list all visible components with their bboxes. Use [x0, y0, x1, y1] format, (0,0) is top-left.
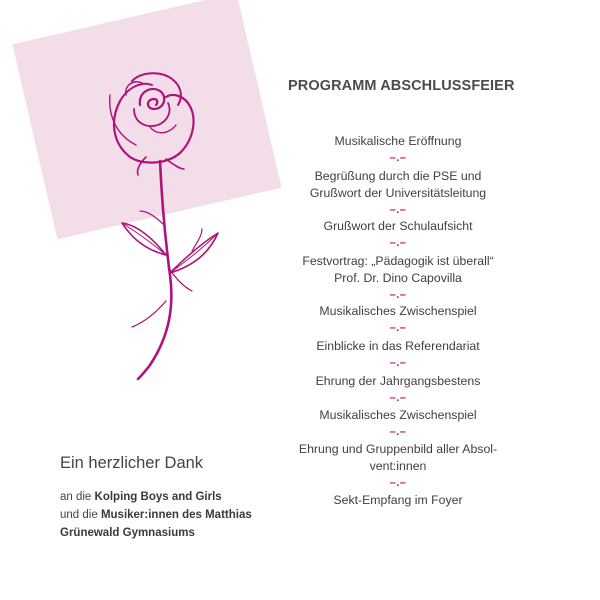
program-item-line: Festvortrag: „Pädagogik ist überall“ — [302, 254, 494, 268]
thanks-line-2: und die Musiker:innen des Matthias — [60, 509, 252, 521]
program-separator: –.– — [389, 322, 407, 334]
program-separator: –.– — [389, 204, 407, 216]
program-item — [292, 373, 504, 390]
program-item-line: vent:innen — [369, 459, 427, 473]
thanks-name-kolping: Kolping Boys and Girls — [94, 491, 222, 503]
program-item-line: Musikalisches Zwischenspiel — [319, 408, 477, 422]
program-item — [292, 338, 504, 355]
program-separator: –.– — [389, 426, 407, 438]
program-item — [292, 441, 504, 475]
thanks-line-3 — [60, 524, 290, 542]
thanks-line-1: an die Kolping Boys and Girls — [60, 491, 222, 503]
program-separator: –.– — [389, 477, 407, 489]
program-item — [292, 218, 504, 235]
program-separator: –.– — [389, 392, 407, 404]
program-item-line: Ehrung der Jahrgangsbestens — [315, 374, 481, 388]
program-item-line: Ehrung und Gruppenbild aller Absol- — [298, 442, 498, 456]
program-item-line: Begrüßung durch die PSE und — [314, 169, 482, 183]
program-item — [292, 492, 504, 509]
program-item-line: Musikalische Eröffnung — [334, 134, 462, 148]
program-item-line: Sekt-Empfang im Foyer — [333, 493, 463, 507]
program-item — [292, 133, 504, 150]
program-item-line: Prof. Dr. Dino Capovilla — [334, 271, 462, 285]
program-item — [292, 407, 504, 424]
program-separator: –.– — [389, 357, 407, 369]
program-separator: –.– — [389, 289, 407, 301]
program-item-line: Musikalisches Zwischenspiel — [319, 304, 477, 318]
program-separator: –.– — [389, 152, 407, 164]
program-item-line: Grußwort der Schulaufsicht — [323, 219, 473, 233]
program-item-line: Einblicke in das Referendariat — [316, 339, 480, 353]
thanks-text — [60, 488, 290, 542]
program-item — [292, 303, 504, 320]
program-item — [292, 253, 504, 287]
thanks-name-school: Grünewald Gymnasiums — [60, 527, 195, 539]
thanks-heading: Ein herzlicher Dank — [60, 454, 204, 472]
program-item — [292, 168, 504, 202]
program-title: PROGRAMM ABSCHLUSSFEIER — [288, 78, 515, 94]
program-separator: –.– — [389, 237, 407, 249]
program-item-line: Grußwort der Universitätsleitung — [309, 186, 487, 200]
thanks-name-musicians: Musiker:innen des Matthias — [100, 509, 252, 521]
rose-icon — [80, 65, 240, 395]
